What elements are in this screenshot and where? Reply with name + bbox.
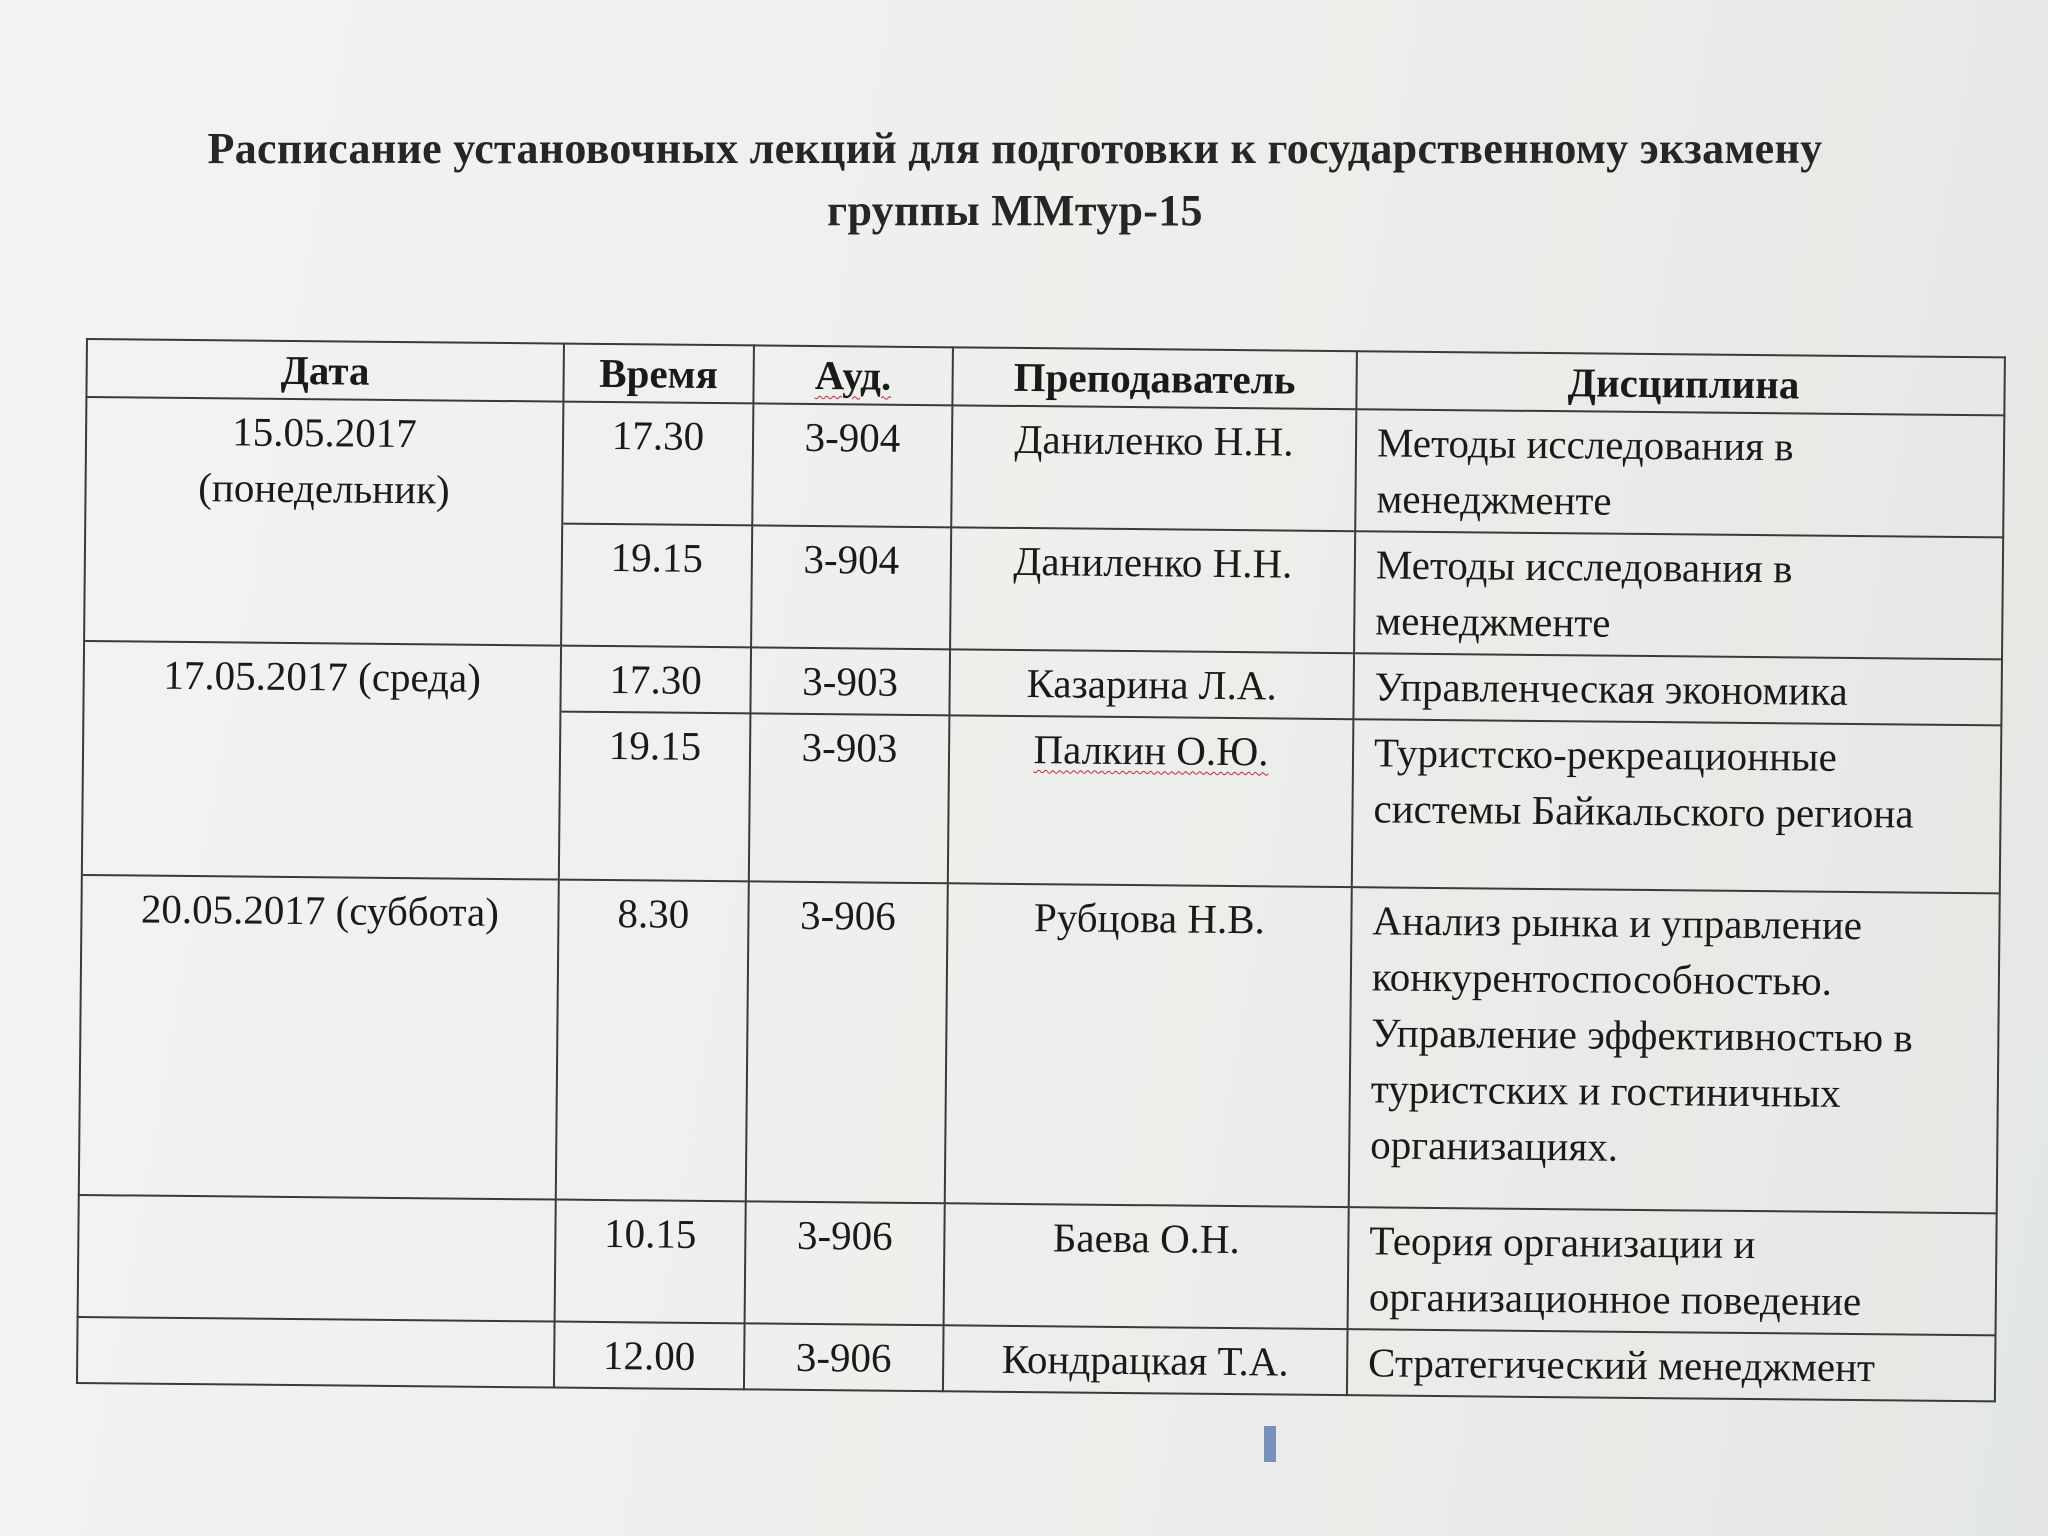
time-cell: 10.15 — [554, 1200, 745, 1324]
time-cell: 8.30 — [556, 880, 749, 1202]
header-room-label: Ауд. — [814, 351, 892, 399]
table-row — [84, 519, 2003, 659]
room-cell: 3-904 — [751, 525, 951, 649]
room-cell: 3-903 — [750, 647, 950, 715]
subject-cell: Методы исследования в менеджменте — [1354, 531, 2003, 659]
teacher-cell: Казарина Л.А. — [949, 649, 1354, 719]
room-cell: 3-904 — [752, 403, 952, 527]
teacher-name: Палкин О.Ю. — [1033, 726, 1269, 775]
date-cell-empty — [84, 519, 562, 646]
table-row — [85, 397, 2004, 537]
date-cell — [85, 397, 563, 524]
header-room — [753, 345, 953, 405]
date-cell — [79, 875, 559, 1200]
date-cell — [83, 641, 560, 712]
room-cell: 3-906 — [744, 1201, 944, 1325]
subject-cell: Стратегический менеджмент — [1347, 1329, 1996, 1401]
page-title — [100, 118, 1930, 242]
date-cell-empty — [78, 1195, 556, 1322]
teacher-cell: Даниленко Н.Н. — [951, 405, 1356, 531]
subject-cell: Управленческая экономика — [1353, 653, 2002, 725]
title-line-2: группы ММтур-15 — [827, 186, 1203, 235]
date-value: 20.05.2017 (суббота) — [140, 885, 500, 935]
header-date: Дата — [86, 339, 563, 402]
teacher-cell: Баева О.Н. — [943, 1203, 1348, 1329]
date-value: 15.05.2017 — [232, 408, 417, 457]
teacher-cell — [948, 715, 1354, 887]
date-value: 17.05.2017 (среда) — [163, 651, 482, 701]
title-line-1: Расписание установочных лекций для подготовки к государственному экзамену — [207, 124, 1823, 173]
time-cell: 17.30 — [562, 402, 753, 526]
time-cell: 19.15 — [559, 712, 751, 882]
time-cell: 12.00 — [554, 1322, 745, 1390]
header-subject: Дисциплина — [1356, 351, 2005, 415]
time-cell: 17.30 — [560, 646, 751, 714]
room-cell: 3-906 — [744, 1323, 944, 1391]
schedule-table — [76, 338, 2006, 1402]
header-teacher: Преподаватель — [952, 347, 1357, 409]
text-cursor-marker — [1264, 1426, 1276, 1462]
subject-cell: Анализ рынка и управление конкурентоспособностью. Управление эффективностью в туристских и гостиничных организациях. — [1349, 887, 2000, 1213]
table-row — [78, 1195, 1997, 1335]
subject-cell: Туристско-рекреационные системы Байкальского региона — [1352, 719, 2002, 893]
room-cell: 3-903 — [749, 713, 950, 883]
time-cell: 19.15 — [561, 524, 752, 648]
teacher-cell: Кондрацкая Т.А. — [943, 1325, 1348, 1395]
date-cell-empty — [77, 1317, 554, 1388]
subject-cell: Методы исследования в менеджменте — [1355, 409, 2004, 537]
room-cell: 3-906 — [746, 881, 948, 1203]
weekday-value: (понедельник) — [198, 464, 450, 513]
date-cell-empty — [82, 707, 560, 880]
subject-cell: Теория организации и организационное поведение — [1348, 1207, 1997, 1335]
teacher-cell: Рубцова Н.В. — [945, 883, 1352, 1207]
table-row — [79, 875, 2000, 1213]
teacher-cell: Даниленко Н.Н. — [950, 527, 1355, 653]
table-row — [82, 707, 2002, 893]
header-time: Время — [563, 344, 754, 404]
